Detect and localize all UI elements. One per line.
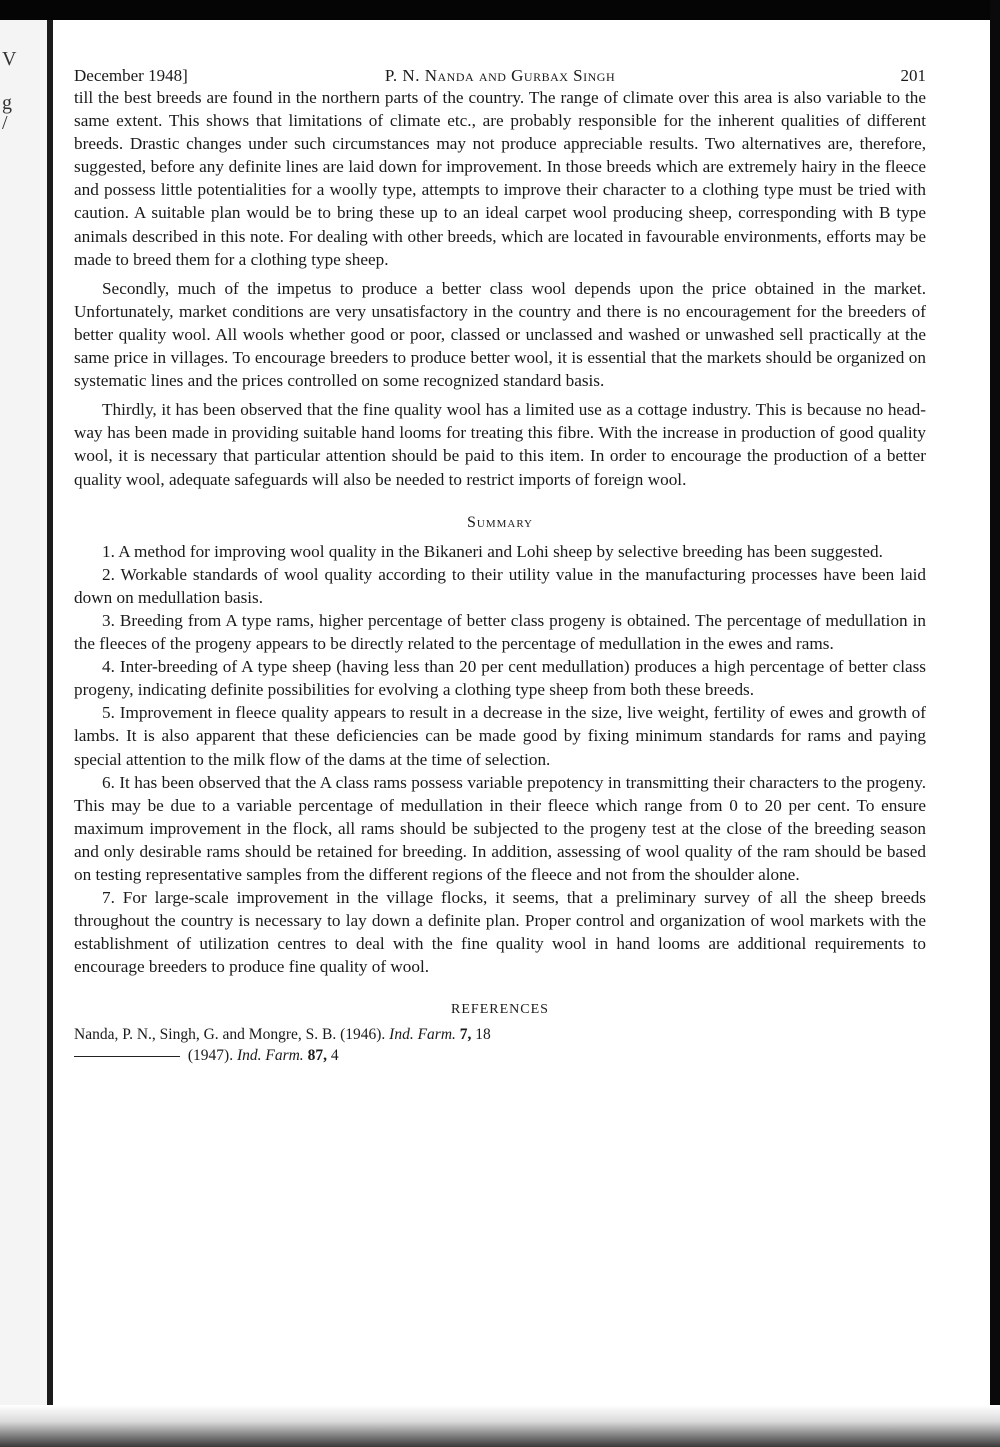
- reference-authors: Nanda, P. N., Singh, G. and Mongre, S. B. (1946).: [74, 1026, 386, 1044]
- scan-border-right: [990, 0, 1000, 1447]
- reference-volume: 7,: [459, 1026, 472, 1044]
- reference-page: 18: [475, 1026, 491, 1044]
- reference-journal: Ind. Farm.: [389, 1026, 456, 1044]
- summary-item: 3. Breeding from A type rams, higher percentage of better class progeny is obtained. The percentage of medullation in the fleeces of the progeny appears to be directly related to the percentage of medullation in the ewes and rams.: [74, 610, 926, 654]
- journal-page: [74, 58, 926, 1066]
- reference-authors: (1947).: [187, 1047, 234, 1065]
- reference-entry: [74, 1045, 926, 1066]
- scan-border-top: [0, 0, 1000, 20]
- gutter-mark: /: [2, 112, 8, 134]
- reference-page: 4: [330, 1047, 339, 1065]
- body-paragraph: Secondly, much of the impetus to produce a better class wool depends upon the price obtained in the market. Unfortunately, market conditions are very unsatisfactory in the country and there is no encouragement for the breeders of better quality wool. All wools whether good or poor, classed or unclassed and washed or unwashed sell practically at the same price in villages. To encourage breeders to produce better wool, it is essential that the markets should be organized on systematic lines and the prices controlled on some recognized standard basis.: [74, 278, 926, 391]
- reference-entry: [74, 1024, 926, 1045]
- issue-date: December 1948]: [74, 66, 188, 85]
- summary-item: 6. It has been observed that the A class rams possess variable prepotency in transmitting their characters to the progeny. This may be due to a variable percentage of medullation in their fleece which range from 0 to 20 per cent. To ensure maximum improvement in the flock, all rams should be subjected to the progeny test at the close of the breeding season and only desirable rams should be retained for breeding. In addition, assessing of wool quality of the ram should be based on testing representative samples from the different regions of the fleece and not from the shoulder alone.: [74, 772, 926, 884]
- page-number: 201: [900, 66, 926, 85]
- summary-item: 5. Improvement in fleece quality appears to result in a decrease in the size, live weight, fertility of ewes and growth of lambs. It is also apparent that these deficiencies can be made good by fixing minimum standards for rams and paying special attention to the milk flow of the dams at the time of selection.: [74, 703, 926, 769]
- summary-item: 4. Inter-breeding of A type sheep (having less than 20 per cent medullation) produces a high percentage of better class progeny, indicating definite possibilities for evolving a clothing type sheep from both these breeds.: [74, 657, 926, 700]
- summary-item: 2. Workable standards of wool quality according to their utility value in the manufacturing processes have been laid down on medullation basis.: [74, 564, 926, 607]
- gutter-mark: g: [2, 92, 12, 114]
- body-paragraph: Thirdly, it has been observed that the fine quality wool has a limited use as a cottage industry. This is because no head-way has been made in providing suitable hand looms for treating this fibre. With the increase in production of good quality wool, it is necessary that particular attention should be paid to this item. In order to encourage the production of a better quality wool, adequate safeguards will also be needed to restrict imports of foreign wool.: [74, 400, 926, 489]
- summary-item: 1. A method for improving wool quality in the Bikaneri and Lohi sheep by selective breeding has been suggested.: [102, 541, 883, 561]
- body-paragraph: till the best breeds are found in the northern parts of the country. The range of climate over this area is also variable to the same extent. This shows that limitations of climate etc., are probably responsible for the inherent qualities of different breeds. Drastic changes under such circumstances may not produce appreciable results. Two alternatives are, therefore, suggested, before any definite lines are laid down for improvement. In those breeds which are extremely hairy in the fleece and possess little potentialities for a woolly type, attempts to improve their character to a clothing type must be tried with caution. A suitable plan would be to bring these up to an ideal carpet wool producing sheep, corresponding with B type animals described in this note. For dealing with other breeds, which are located in favourable environments, efforts may be made to breed them for a clothing type sheep.: [74, 88, 926, 269]
- summary-item: 7. For large-scale improvement in the village flocks, it seems, that a preliminary survey of all the sheep breeds throughout the country is necessary to lay down a definite plan. Proper control and organization of wool markets with the establishment of utilization centres to deal with the fine quality wool in hand looms are additional requirements to encourage breeders to produce fine quality of wool.: [74, 888, 926, 977]
- references-heading: REFERENCES: [451, 1002, 549, 1018]
- facing-page-gutter: [0, 20, 53, 1447]
- article-body: [74, 86, 926, 978]
- author-names: P. N. Nanda and Gurbax Singh: [384, 66, 616, 85]
- summary-heading: Summary: [466, 513, 534, 531]
- scan-border-bottom: [0, 1405, 1000, 1447]
- reference-journal: Ind. Farm.: [236, 1047, 304, 1065]
- gutter-mark: V: [2, 48, 17, 70]
- reference-volume: 87,: [307, 1047, 327, 1065]
- ditto-rule: [74, 1056, 180, 1057]
- running-head: [74, 58, 926, 86]
